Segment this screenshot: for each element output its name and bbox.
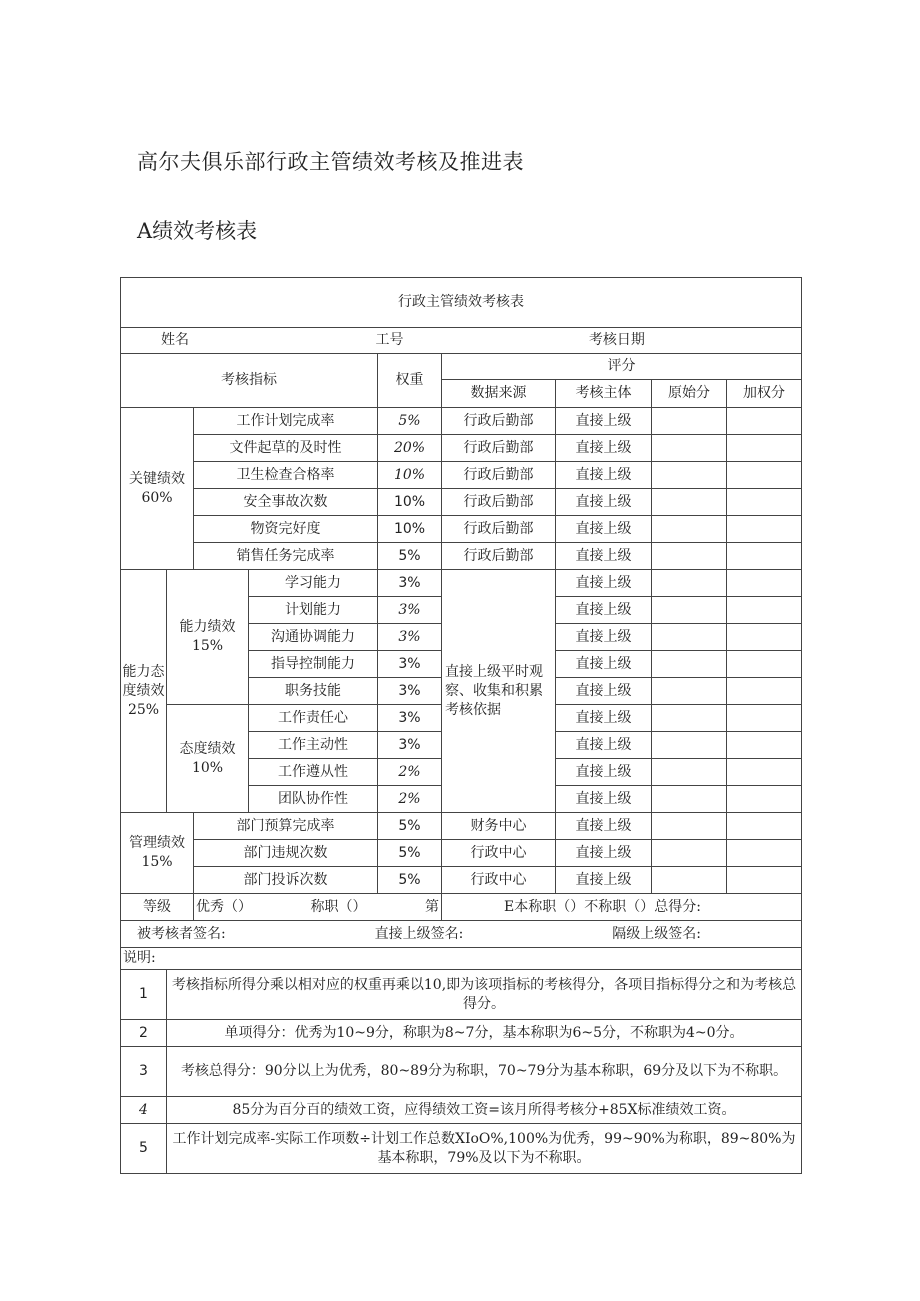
grade-rest[interactable]: E本称职（）不称职（）总得分:	[442, 894, 802, 921]
raw-score-cell[interactable]	[652, 705, 727, 732]
raw-score-cell[interactable]	[652, 516, 727, 543]
indicator-cell: 工作主动性	[249, 732, 378, 759]
group-mgmt-label: 管理绩效15%	[121, 813, 194, 894]
note-text: 工作计划完成率-实际工作项数÷计划工作总数XIoO%,100%为优秀，99~90%为称职，89~80%为基本称职，79%及以下为不称职。	[167, 1124, 802, 1174]
source-cell: 行政中心	[442, 867, 556, 894]
indicator-cell: 团队协作性	[249, 786, 378, 813]
table-title: 行政主管绩效考核表	[121, 278, 802, 328]
weight-cell: 10%	[378, 489, 442, 516]
raw-score-cell[interactable]	[652, 759, 727, 786]
note-number: 5	[121, 1124, 167, 1174]
subgroup-ability-label: 能力绩效15%	[167, 570, 249, 705]
raw-score-cell[interactable]	[652, 840, 727, 867]
source-cell: 行政中心	[442, 840, 556, 867]
indicator-cell: 安全事故次数	[194, 489, 378, 516]
indicator-cell: 工作计划完成率	[194, 408, 378, 435]
indicator-cell: 物资完好度	[194, 516, 378, 543]
weight-cell: 10%	[378, 516, 442, 543]
raw-score-cell[interactable]	[652, 435, 727, 462]
table-row	[121, 840, 802, 867]
note-number: 4	[121, 1097, 167, 1124]
table-row	[121, 516, 802, 543]
table-row	[121, 489, 802, 516]
indicator-cell: 销售任务完成率	[194, 543, 378, 570]
weight-cell: 10%	[378, 462, 442, 489]
evaluator-cell: 直接上级	[556, 759, 652, 786]
source-cell: 行政后勤部	[442, 408, 556, 435]
header-raw-score: 原始分	[652, 380, 727, 408]
indicator-cell: 部门预算完成率	[194, 813, 378, 840]
weight-cell: 3%	[378, 651, 442, 678]
info-row	[121, 328, 802, 354]
raw-score-cell[interactable]	[652, 408, 727, 435]
indicator-cell: 沟通协调能力	[249, 624, 378, 651]
table-row	[121, 543, 802, 570]
evaluator-cell: 直接上级	[556, 408, 652, 435]
indicator-cell: 工作遵从性	[249, 759, 378, 786]
note-number: 1	[121, 970, 167, 1020]
section-title: A绩效考核表	[137, 219, 258, 243]
weighted-score-cell[interactable]	[727, 543, 802, 570]
date-label: 考核日期	[588, 332, 645, 348]
note-row	[121, 1047, 802, 1097]
weighted-score-cell[interactable]	[727, 489, 802, 516]
grade-excellent[interactable]: 优秀（）	[196, 898, 252, 915]
table-row	[121, 408, 802, 435]
raw-score-cell[interactable]	[652, 678, 727, 705]
performance-table	[120, 277, 802, 1174]
indicator-cell: 计划能力	[249, 597, 378, 624]
evaluator-cell: 直接上级	[556, 840, 652, 867]
indicator-cell: 部门违规次数	[194, 840, 378, 867]
weight-cell: 3%	[378, 678, 442, 705]
header-evaluator: 考核主体	[556, 380, 652, 408]
indicator-cell: 卫生检查合格率	[194, 462, 378, 489]
note-text: 单项得分：优秀为10~9分，称职为8~7分，基本称职为6~5分，不称职为4~0分。	[167, 1020, 802, 1047]
weighted-score-cell[interactable]	[727, 867, 802, 894]
grade-row	[121, 894, 802, 921]
grade-label: 等级	[121, 894, 194, 921]
evaluator-cell: 直接上级	[556, 786, 652, 813]
table-row	[121, 867, 802, 894]
weighted-score-cell[interactable]	[727, 786, 802, 813]
weight-cell: 2%	[378, 786, 442, 813]
table-row	[121, 462, 802, 489]
weighted-score-cell[interactable]	[727, 840, 802, 867]
note-text: 85分为百分百的绩效工资，应得绩效工资=该月所得考核分+85X标准绩效工资。	[167, 1097, 802, 1124]
evaluator-cell: 直接上级	[556, 597, 652, 624]
weighted-score-cell[interactable]	[727, 705, 802, 732]
subgroup-attitude-label: 态度绩效10%	[167, 705, 249, 813]
evaluator-cell: 直接上级	[556, 624, 652, 651]
indicator-cell: 部门投诉次数	[194, 867, 378, 894]
weight-cell: 5%	[378, 867, 442, 894]
source-cell: 财务中心	[442, 813, 556, 840]
evaluator-cell: 直接上级	[556, 462, 652, 489]
direct-supervisor-signature[interactable]: 直接上级签名:	[374, 925, 464, 942]
evaluator-cell: 直接上级	[556, 678, 652, 705]
group-ability-attitude-label: 能力态度绩效25%	[121, 570, 167, 813]
header-score: 评分	[442, 354, 802, 380]
indicator-cell: 指导控制能力	[249, 651, 378, 678]
raw-score-cell[interactable]	[652, 867, 727, 894]
raw-score-cell[interactable]	[652, 462, 727, 489]
document-title: 高尔夫俱乐部行政主管绩效考核及推进表	[137, 150, 524, 174]
note-number: 3	[121, 1047, 167, 1097]
skip-level-signature[interactable]: 隔级上级签名:	[612, 925, 701, 942]
note-row	[121, 1124, 802, 1174]
signature-row	[121, 921, 802, 948]
id-label: 工号	[375, 332, 404, 348]
evaluator-cell: 直接上级	[556, 543, 652, 570]
weight-cell: 3%	[378, 705, 442, 732]
weight-cell: 5%	[378, 543, 442, 570]
note-number: 2	[121, 1020, 167, 1047]
evaluator-cell: 直接上级	[556, 570, 652, 597]
weighted-score-cell[interactable]	[727, 408, 802, 435]
grade-competent[interactable]: 称职（）	[310, 898, 367, 915]
weighted-score-cell[interactable]	[727, 570, 802, 597]
raw-score-cell[interactable]	[652, 489, 727, 516]
raw-score-cell[interactable]	[652, 651, 727, 678]
header-indicator: 考核指标	[121, 354, 378, 408]
source-cell: 行政后勤部	[442, 435, 556, 462]
group-key-label: 关键绩效60%	[121, 408, 194, 570]
header-data-source: 数据来源	[442, 380, 556, 408]
header-weight: 权重	[378, 354, 442, 408]
weighted-score-cell[interactable]	[727, 732, 802, 759]
name-label: 姓名	[161, 332, 189, 348]
table-row	[121, 570, 802, 597]
raw-score-cell[interactable]	[652, 570, 727, 597]
note-text: 考核指标所得分乘以相对应的权重再乘以10,即为该项指标的考核得分，各项目指标得分之和为考核总得分。	[167, 970, 802, 1020]
note-row	[121, 1097, 802, 1124]
assessee-signature[interactable]: 被考核者签名:	[137, 925, 226, 942]
note-row	[121, 1020, 802, 1047]
weighted-score-cell[interactable]	[727, 624, 802, 651]
evaluator-cell: 直接上级	[556, 705, 652, 732]
weighted-score-cell[interactable]	[727, 462, 802, 489]
weighted-score-cell[interactable]	[727, 813, 802, 840]
weighted-score-cell[interactable]	[727, 597, 802, 624]
source-cell: 行政后勤部	[442, 462, 556, 489]
evaluator-cell: 直接上级	[556, 651, 652, 678]
weight-cell: 5%	[378, 813, 442, 840]
weighted-score-cell[interactable]	[727, 516, 802, 543]
weight-cell: 3%	[378, 624, 442, 651]
weight-cell: 2%	[378, 759, 442, 786]
source-cell: 行政后勤部	[442, 516, 556, 543]
indicator-cell: 学习能力	[249, 570, 378, 597]
header-weighted-score: 加权分	[727, 380, 802, 408]
indicator-cell: 文件起草的及时性	[194, 435, 378, 462]
weight-cell: 5%	[378, 408, 442, 435]
grade-partial: 第	[425, 898, 439, 915]
evaluator-cell: 直接上级	[556, 489, 652, 516]
notes-label: 说明:	[121, 948, 802, 970]
indicator-cell: 职务技能	[249, 678, 378, 705]
weighted-score-cell[interactable]	[727, 651, 802, 678]
raw-score-cell[interactable]	[652, 624, 727, 651]
evaluator-cell: 直接上级	[556, 732, 652, 759]
weighted-score-cell[interactable]	[727, 759, 802, 786]
weight-cell: 3%	[378, 570, 442, 597]
table-row	[121, 435, 802, 462]
raw-score-cell[interactable]	[652, 813, 727, 840]
evaluator-cell: 直接上级	[556, 867, 652, 894]
raw-score-cell[interactable]	[652, 597, 727, 624]
indicator-cell: 工作责任心	[249, 705, 378, 732]
source-cell: 行政后勤部	[442, 543, 556, 570]
weighted-score-cell[interactable]	[727, 678, 802, 705]
weight-cell: 20%	[378, 435, 442, 462]
raw-score-cell[interactable]	[652, 543, 727, 570]
raw-score-cell[interactable]	[652, 732, 727, 759]
source-cell: 行政后勤部	[442, 489, 556, 516]
table-row	[121, 813, 802, 840]
weight-cell: 3%	[378, 732, 442, 759]
raw-score-cell[interactable]	[652, 786, 727, 813]
ability-source-cell: 直接上级平时观察、收集和积累考核依据	[442, 570, 556, 813]
weight-cell: 5%	[378, 840, 442, 867]
evaluator-cell: 直接上级	[556, 435, 652, 462]
note-row	[121, 970, 802, 1020]
note-text: 考核总得分：90分以上为优秀，80~89分为称职，70~79分为基本称职，69分及以下为不称职。	[167, 1047, 802, 1097]
weighted-score-cell[interactable]	[727, 435, 802, 462]
evaluator-cell: 直接上级	[556, 813, 652, 840]
evaluator-cell: 直接上级	[556, 516, 652, 543]
weight-cell: 3%	[378, 597, 442, 624]
